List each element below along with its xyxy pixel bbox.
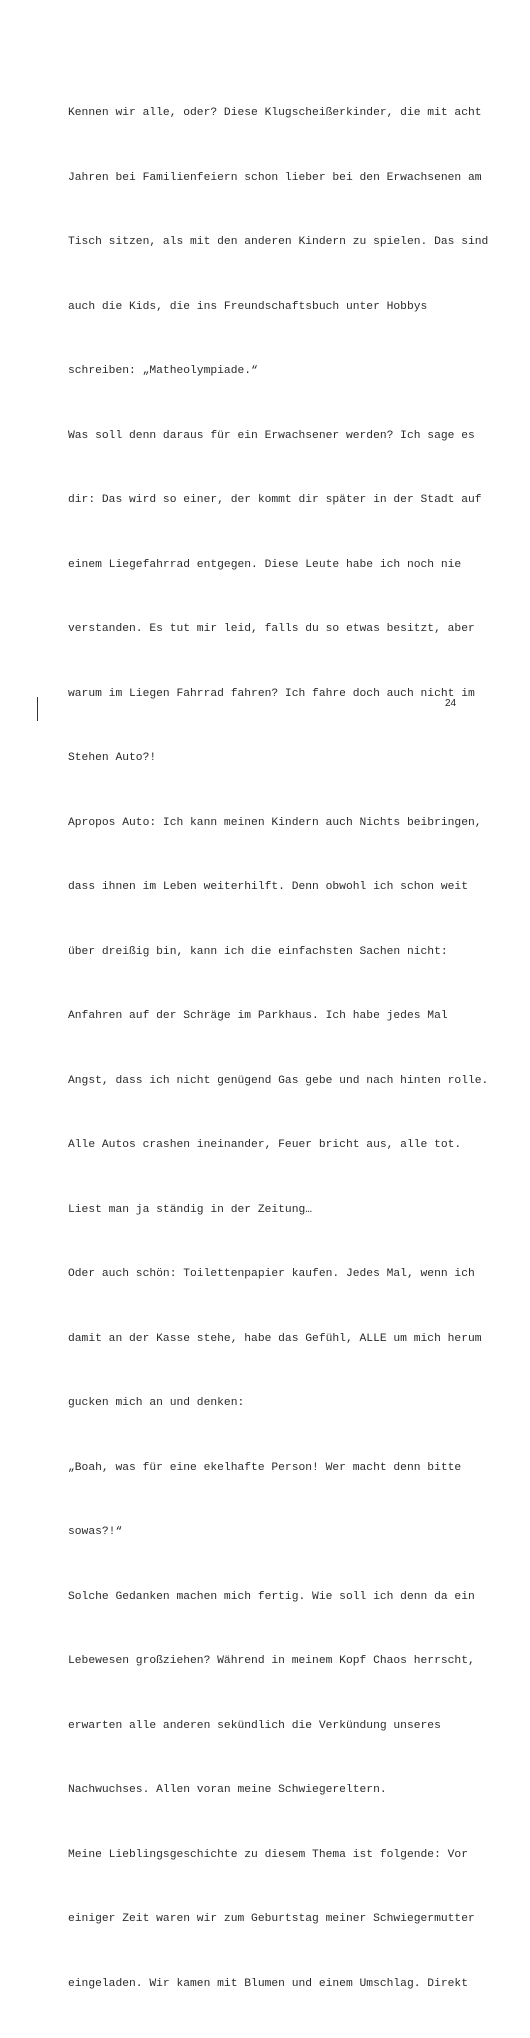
text-line: Angst, dass ich nicht genügend Gas gebe und nach hinten rolle. [68, 1074, 489, 1087]
text-line: Stehen Auto?! [68, 752, 157, 764]
text-line: verstanden. Es tut mir leid, falls du so etwas besitzt, aber [68, 623, 475, 635]
text-line: Liest man ja ständig in der Zeitung… [68, 1203, 313, 1216]
text-line: warum im Liegen Fahrrad fahren? Ich fahre doch auch nicht im [68, 687, 475, 700]
text-line: über dreißig bin, kann ich die einfachsten Sachen nicht: [68, 945, 448, 958]
text-line: Lebewesen großziehen? Während in meinem Kopf Chaos herrscht, [68, 1655, 475, 1667]
text-line: Alle Autos crashen ineinander, Feuer bricht aus, alle tot. [68, 1139, 462, 1151]
page-number: 24 [445, 698, 457, 709]
text-line: Oder auch schön: Toilettenpapier kaufen. Jedes Mal, wenn ich [68, 1268, 475, 1280]
text-line: dass ihnen im Leben weiterhilft. Denn obwohl ich schon weit [68, 881, 468, 893]
text-line: Tisch sitzen, als mit den anderen Kindern zu spielen. Das sind [68, 236, 489, 248]
text-line: schreiben: „Matheolympiade.“ [68, 365, 258, 377]
margin-bar [37, 697, 38, 721]
text-line: Apropos Auto: Ich kann meinen Kindern auch Nichts beibringen, [68, 816, 482, 829]
text-line: „Boah, was für eine ekelhafte Person! Wer macht denn bitte [68, 1461, 462, 1474]
text-line: dir: Das wird so einer, der kommt dir später in der Stadt auf [68, 494, 482, 506]
text-line: Jahren bei Familienfeiern schon lieber bei den Erwachsenen am [68, 171, 482, 184]
text-line: Anfahren auf der Schräge im Parkhaus. Ich habe jedes Mal [68, 1010, 448, 1022]
text-line: Nachwuchses. Allen voran meine Schwiegereltern. [68, 1784, 387, 1796]
text-line: damit an der Kasse stehe, habe das Gefühl, ALLE um mich herum [68, 1332, 482, 1345]
text-line: einiger Zeit waren wir zum Geburtstag meiner Schwiegermutter [68, 1913, 475, 1925]
text-line: einem Liegefahrrad entgegen. Diese Leute habe ich noch nie [68, 558, 462, 571]
text-line: sowas?!“ [68, 1526, 123, 1538]
body-text [68, 60, 489, 2038]
text-line: eingeladen. Wir kamen mit Blumen und einem Umschlag. Direkt [68, 1977, 468, 1990]
text-line: erwarten alle anderen sekündlich die Verkündung unseres [68, 1719, 441, 1732]
text-line: Solche Gedanken machen mich fertig. Wie soll ich denn da ein [68, 1590, 475, 1603]
text-line: Meine Lieblingsgeschichte zu diesem Thema ist folgende: Vor [68, 1848, 468, 1861]
text-line: auch die Kids, die ins Freundschaftsbuch unter Hobbys [68, 300, 428, 313]
text-line: gucken mich an und denken: [68, 1397, 245, 1409]
text-line: Was soll denn daraus für ein Erwachsener werden? Ich sage es [68, 429, 475, 442]
text-line: Kennen wir alle, oder? Diese Klugscheißerkinder, die mit acht [68, 107, 482, 119]
